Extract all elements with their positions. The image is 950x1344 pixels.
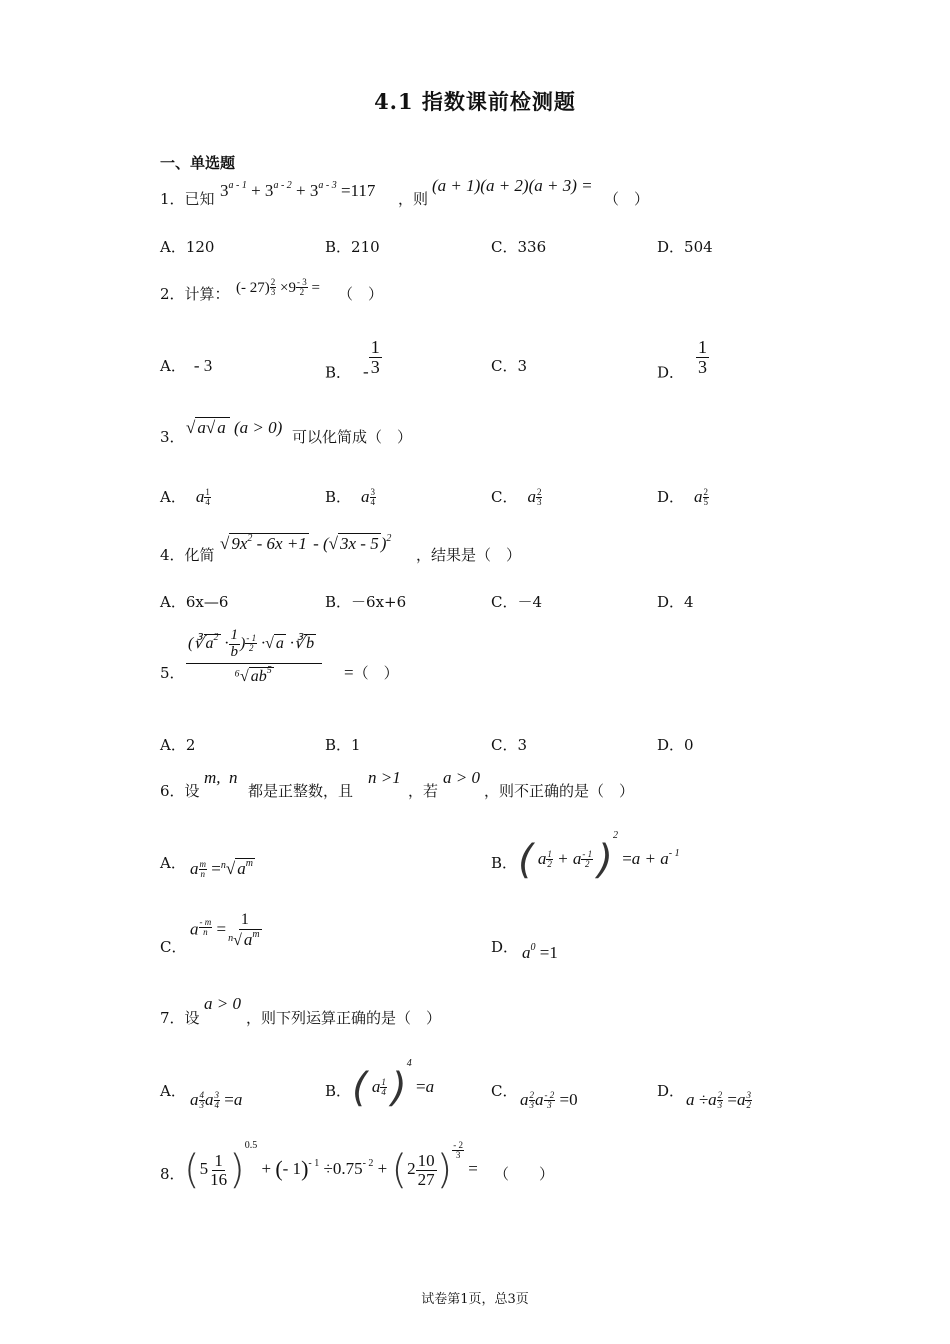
question-5: 5． xyxy=(160,664,185,682)
question-4: 4．化简 xyxy=(160,546,215,564)
answer-blank: （ ） xyxy=(494,1165,555,1183)
question-text: 计算： xyxy=(184,285,230,303)
q5-option-c: C．3 xyxy=(491,736,528,754)
question-number: 2． xyxy=(160,285,185,303)
question-2 xyxy=(160,283,230,304)
q1-option-c: C．336 xyxy=(491,238,547,256)
q3-option-c: C． a $\frac{2}{3}$ xyxy=(491,487,542,507)
q7-option-d: D． xyxy=(657,1082,685,1100)
answer-blank: （ ） xyxy=(338,285,384,303)
q1-equation: $3^{a - 1} + 3^{a - 2} + 3^{a - 3} =117$ xyxy=(220,180,376,200)
q3-option-a: A． a $\frac{1}{4}$ xyxy=(160,487,210,507)
question-text: 已知 xyxy=(184,190,215,208)
section-heading: 一、单选题 xyxy=(160,154,236,172)
q4-option-d: D．4 xyxy=(657,593,694,611)
q4-option-b: B．－6x+6 xyxy=(325,593,407,611)
q7-option-b-math: ( a $\frac{1}{4}$ )$^4$ =a xyxy=(352,1058,435,1112)
q3-expression: √ a√ a (a > 0) xyxy=(186,418,283,437)
q5-equals: =（ ） xyxy=(344,663,399,682)
question-8: 8． xyxy=(160,1165,185,1183)
q7-option-d-math: a ÷a $\frac{2}{3}$ =a $\frac{3}{2}$ xyxy=(686,1090,751,1110)
q6-option-d: D． xyxy=(491,938,519,956)
question-text: ，则下列运算正确的是（ ） xyxy=(246,1009,442,1027)
q6-cond-a: a > 0 xyxy=(443,768,480,787)
question-text: 可以化简成（ ） xyxy=(292,428,413,446)
q1-option-d: D．504 xyxy=(657,238,713,256)
answer-blank: （ ） xyxy=(604,190,650,208)
question-6: 6．设 xyxy=(160,782,200,800)
q2-option-b: B． - $\frac{1}{3}$ xyxy=(325,337,380,382)
q4-option-a: A．6x—6 xyxy=(160,593,229,611)
q5-option-a: A．2 xyxy=(160,736,196,754)
q1-option-b: B．210 xyxy=(325,238,380,256)
q1-expression: (a + 1)(a + 2)(a + 3) = xyxy=(432,176,593,195)
q6-text-1: 都是正整数，且 xyxy=(248,782,354,800)
q4-option-c: C．－4 xyxy=(491,593,543,611)
q3-option-b: B． a $\frac{3}{4}$ xyxy=(325,487,376,507)
q6-option-c: C． xyxy=(160,938,187,956)
q1-then: ，则 xyxy=(398,190,429,208)
page-title: 4.1 指数课前检测题 xyxy=(374,89,576,114)
q3-option-d: D． a $\frac{2}{5}$ xyxy=(657,487,709,507)
q7-cond: a > 0 xyxy=(204,994,241,1013)
q7-option-b: B． xyxy=(325,1082,352,1100)
q2-option-a: A． - 3 xyxy=(160,356,213,375)
q5-expression: (∛ $a^2$ · $\frac{1}{b}$ ) $\frac{- 1}{2}$ ·√ a ·∛ b ⁶√ $ab^5$ xyxy=(186,628,322,685)
q2-expression: (- 27) $\frac{2}{3}$ ×9 $\frac{- 3}{2}$ = xyxy=(236,277,320,297)
question-1 xyxy=(160,188,215,209)
q6-option-b: B． xyxy=(491,854,518,872)
q6-text-3: ，则不正确的是（ ） xyxy=(484,782,635,800)
question-text: ，结果是（ ） xyxy=(416,546,522,564)
q7-option-a-math: a $\frac{4}{3}$ a $\frac{3}{4}$ =a xyxy=(190,1090,243,1110)
q7-option-c-math: a $\frac{2}{3}$ a $\frac{- 2}{3}$ =0 xyxy=(520,1090,578,1110)
q1-option-a: A．120 xyxy=(160,238,215,256)
q7-option-a: A． xyxy=(160,1082,186,1100)
q2-option-c: C．3 xyxy=(491,357,528,375)
q8-expression: (5 $\frac{1}{16}$ )$^{0.5}$ + (- $1)^{- 1} \div 0.75^{- 2} + (2$ $\frac{10}{27}$ ) $\frac{- 2}{3}$ = xyxy=(184,1140,478,1194)
q5-option-b: B．1 xyxy=(325,736,361,754)
q6-option-c-math: a $\frac{- m}{n}$ = $\frac{1}{^n√ a^m}$ xyxy=(190,911,260,949)
q2-option-d: D． $\frac{1}{3}$ xyxy=(657,337,708,382)
q6-option-a-math: a $\frac{m}{n}$ =$^n$√ $a^m$ xyxy=(190,858,253,879)
q6-option-d-math: $a^0 =1$ xyxy=(522,942,558,962)
question-number: 1． xyxy=(160,190,185,208)
question-7: 7．设 xyxy=(160,1009,200,1027)
q6-option-b-math: ( a $\frac{1}{2}$ + a $\frac{- 1}{2}$ )$^2 =a + a^{- 1}$ xyxy=(518,830,680,884)
q6-cond-n: n >1 xyxy=(368,768,401,787)
q5-option-d: D．0 xyxy=(657,736,694,754)
q7-option-c: C． xyxy=(491,1082,518,1100)
q6-text-2: ，若 xyxy=(408,782,439,800)
q6-option-a: A． xyxy=(160,854,186,872)
question-3: 3． xyxy=(160,428,185,446)
q4-expression: √ $9x^2 - 6x +1$ - (√ 3x - 5 )$^2$ xyxy=(220,533,392,553)
q6-var-mn: m, n xyxy=(204,768,238,787)
page-footer: 试卷第1页，总3页 xyxy=(421,1292,529,1307)
